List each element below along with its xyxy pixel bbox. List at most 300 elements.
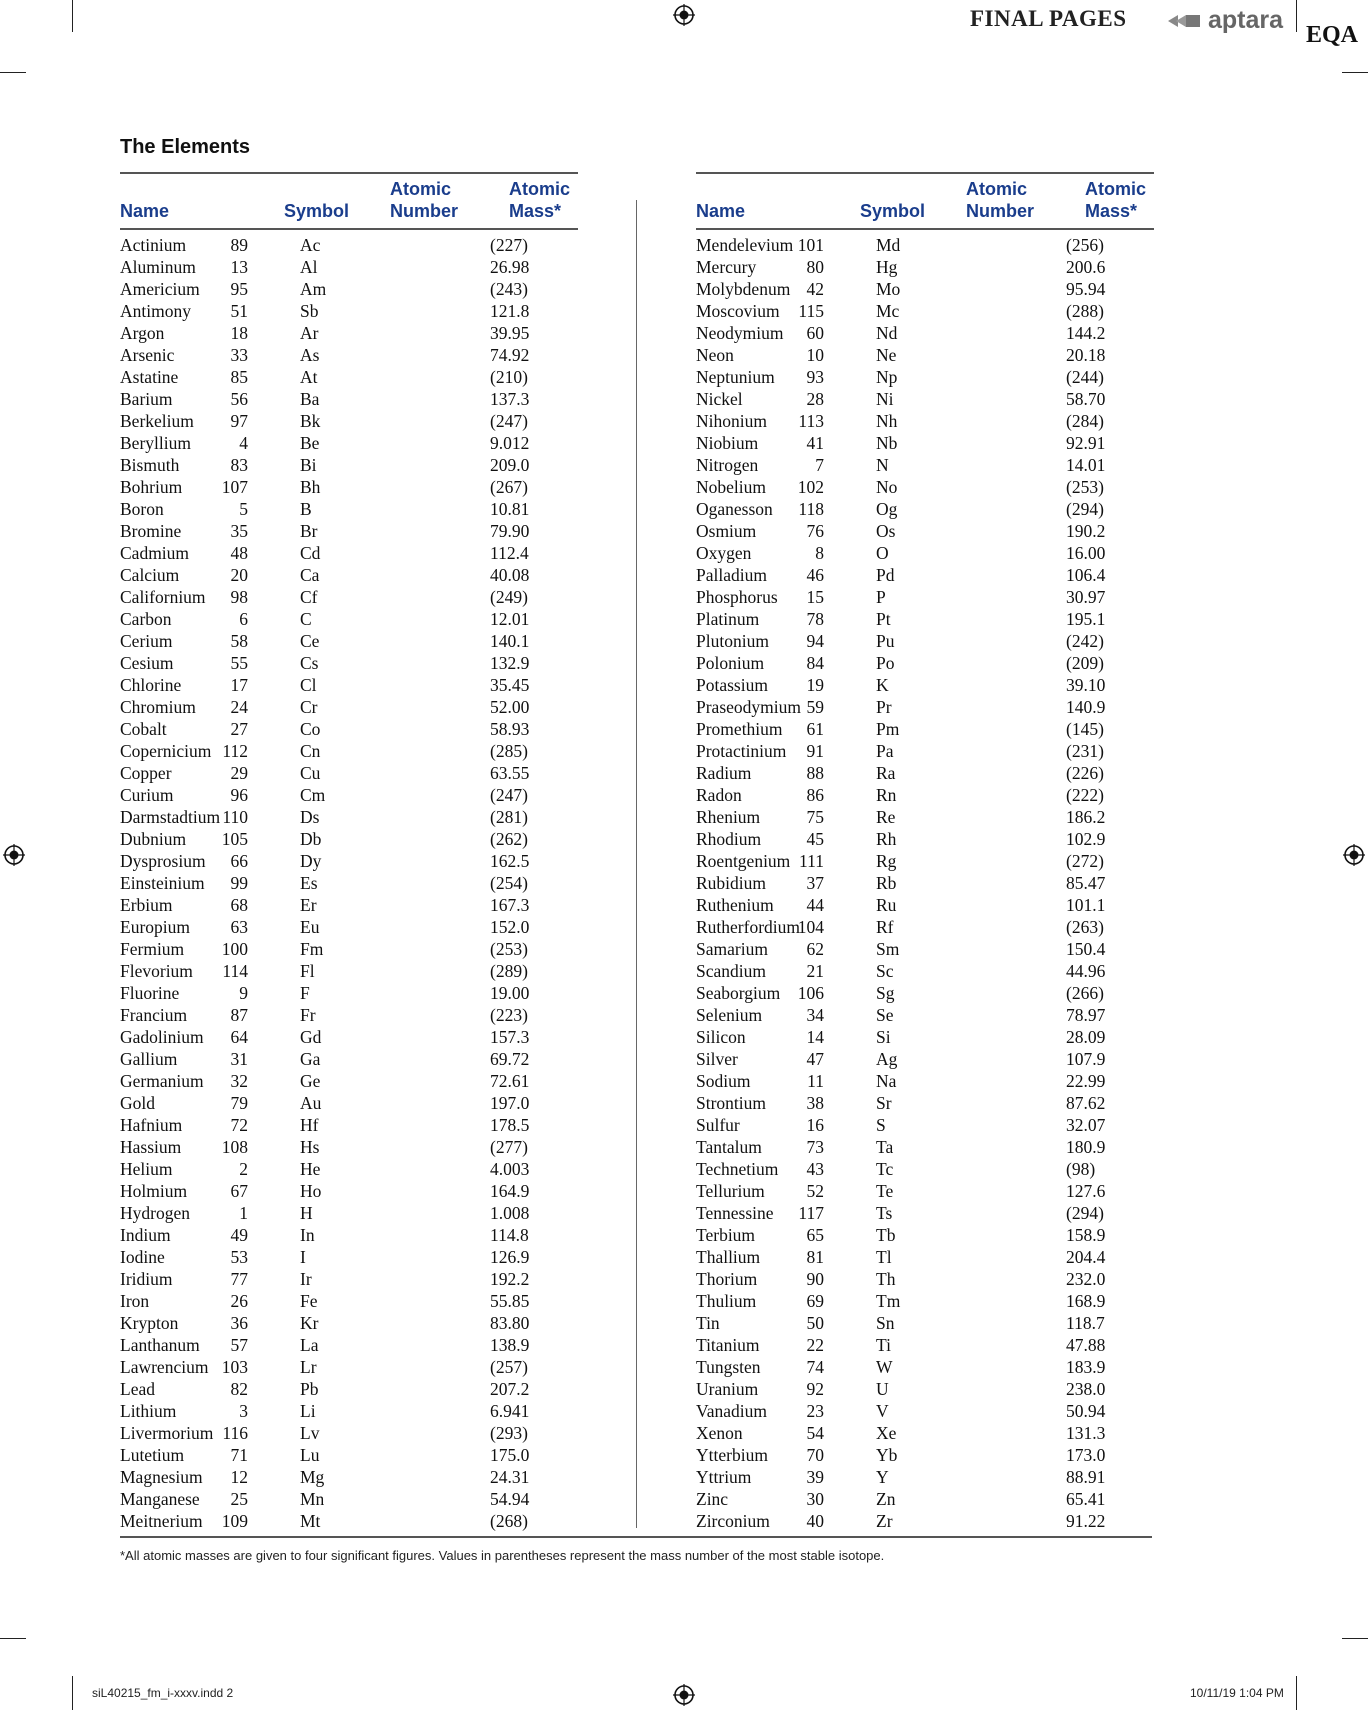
element-name: Tennessine xyxy=(696,1203,774,1223)
element-name: Lanthanum xyxy=(120,1335,200,1355)
element-symbol: Ar xyxy=(300,323,319,343)
element-symbol: Ru xyxy=(876,895,897,915)
element-name: Gold xyxy=(120,1093,155,1113)
element-symbol: Cm xyxy=(300,785,326,805)
atomic-number: 91 xyxy=(806,741,824,761)
element-name: Niobium xyxy=(696,433,759,453)
element-name: Beryllium xyxy=(120,433,191,453)
atomic-number: 37 xyxy=(806,873,824,893)
atomic-mass: 178.5 xyxy=(490,1115,530,1135)
element-symbol: Y xyxy=(876,1467,889,1487)
table-row xyxy=(120,1444,578,1466)
atomic-mass: (253) xyxy=(1066,477,1104,497)
table-row xyxy=(696,740,1154,762)
table-row xyxy=(696,454,1154,476)
element-name: Lutetium xyxy=(120,1445,185,1465)
element-symbol: Ra xyxy=(876,763,896,783)
element-symbol: Mn xyxy=(300,1489,325,1509)
table-row xyxy=(696,872,1154,894)
table-row xyxy=(696,696,1154,718)
atomic-mass: 107.9 xyxy=(1066,1049,1106,1069)
table-row xyxy=(696,652,1154,674)
atomic-number: 48 xyxy=(230,543,248,563)
table-row xyxy=(120,916,578,938)
atomic-number: 67 xyxy=(230,1181,248,1201)
atomic-number: 101 xyxy=(797,235,824,255)
atomic-mass: 50.94 xyxy=(1066,1401,1106,1421)
col-atomic-mass-header: Atomic Mass* xyxy=(1085,179,1147,221)
atomic-mass: 63.55 xyxy=(490,763,530,783)
atomic-number: 2 xyxy=(239,1159,248,1179)
element-symbol: Bh xyxy=(300,477,321,497)
element-symbol: Mt xyxy=(300,1511,321,1531)
table-row xyxy=(696,476,1154,498)
element-name: Cobalt xyxy=(120,719,167,739)
element-name: Tungsten xyxy=(696,1357,761,1377)
atomic-number: 102 xyxy=(797,477,824,497)
element-name: Radium xyxy=(696,763,752,783)
table-row xyxy=(696,1092,1154,1114)
table-row xyxy=(120,1246,578,1268)
crop-mark xyxy=(0,72,26,73)
atomic-number: 100 xyxy=(221,939,248,959)
table-body xyxy=(696,230,1154,1532)
atomic-number: 42 xyxy=(806,279,824,299)
atomic-mass: 190.2 xyxy=(1066,521,1106,541)
atomic-mass: 197.0 xyxy=(490,1093,530,1113)
atomic-number: 16 xyxy=(806,1115,824,1135)
atomic-number: 61 xyxy=(806,719,824,739)
table-body xyxy=(120,230,578,1532)
col-symbol-header: Symbol xyxy=(860,201,926,221)
atomic-mass: 131.3 xyxy=(1066,1423,1106,1443)
table-row xyxy=(120,762,578,784)
element-symbol: Ge xyxy=(300,1071,321,1091)
atomic-mass: 121.8 xyxy=(490,301,530,321)
atomic-number: 65 xyxy=(806,1225,824,1245)
col-name-header: Name xyxy=(120,201,170,221)
element-name: Rhodium xyxy=(696,829,762,849)
element-name: Palladium xyxy=(696,565,767,585)
atomic-mass: (277) xyxy=(490,1137,528,1157)
element-symbol: Tm xyxy=(876,1291,901,1311)
atomic-mass: 150.4 xyxy=(1066,939,1106,959)
atomic-number: 88 xyxy=(806,763,824,783)
element-name: Nihonium xyxy=(696,411,767,431)
table-row xyxy=(120,806,578,828)
element-symbol: Rh xyxy=(876,829,897,849)
atomic-number: 20 xyxy=(230,565,248,585)
element-name: Samarium xyxy=(696,939,768,959)
element-name: Neon xyxy=(696,345,734,365)
atomic-number: 29 xyxy=(230,763,248,783)
element-name: Oxygen xyxy=(696,543,752,563)
element-name: Gadolinium xyxy=(120,1027,204,1047)
table-row xyxy=(120,564,578,586)
element-name: Lawrencium xyxy=(120,1357,209,1377)
table-row xyxy=(696,1202,1154,1224)
atomic-mass: 204.4 xyxy=(1066,1247,1106,1267)
element-symbol: Po xyxy=(876,653,895,673)
element-symbol: Cu xyxy=(300,763,321,783)
atomic-mass: (253) xyxy=(490,939,528,959)
final-pages-label: FINAL PAGES xyxy=(970,6,1127,31)
table-row xyxy=(696,1158,1154,1180)
atomic-mass: 10.81 xyxy=(490,499,530,519)
table-row xyxy=(696,1290,1154,1312)
atomic-number: 94 xyxy=(806,631,824,651)
element-name: Iodine xyxy=(120,1247,165,1267)
atomic-mass: (222) xyxy=(1066,785,1104,805)
element-name: Mercury xyxy=(696,257,757,277)
aptara-brand xyxy=(1168,6,1283,35)
atomic-mass: (293) xyxy=(490,1423,528,1443)
atomic-mass: 44.96 xyxy=(1066,961,1106,981)
atomic-mass: 168.9 xyxy=(1066,1291,1106,1311)
atomic-mass: 114.8 xyxy=(490,1225,529,1245)
atomic-mass: 137.3 xyxy=(490,389,530,409)
eqa-code: EQA xyxy=(1306,22,1359,48)
atomic-number: 36 xyxy=(230,1313,248,1333)
atomic-mass: 238.0 xyxy=(1066,1379,1106,1399)
atomic-mass: 112.4 xyxy=(490,543,529,563)
table-row xyxy=(120,784,578,806)
atomic-mass: 22.99 xyxy=(1066,1071,1106,1091)
atomic-number: 28 xyxy=(806,389,824,409)
element-name: Tantalum xyxy=(696,1137,762,1157)
table-row xyxy=(120,1136,578,1158)
element-symbol: Rf xyxy=(876,917,894,937)
atomic-mass: 195.1 xyxy=(1066,609,1106,629)
date-slug: 10/11/19 1:04 PM xyxy=(1190,1686,1284,1700)
element-name: Molybdenum xyxy=(696,279,791,299)
atomic-number: 77 xyxy=(230,1269,248,1289)
atomic-number: 23 xyxy=(806,1401,824,1421)
table-row xyxy=(120,300,578,322)
registration-mark-icon xyxy=(1343,844,1365,866)
atomic-number: 6 xyxy=(239,609,248,629)
element-name: Lead xyxy=(120,1379,155,1399)
element-symbol: Fl xyxy=(300,961,315,981)
element-symbol: Gd xyxy=(300,1027,322,1047)
element-name: Ruthenium xyxy=(696,895,774,915)
atomic-number: 51 xyxy=(230,301,248,321)
atomic-mass: 173.0 xyxy=(1066,1445,1106,1465)
table-row xyxy=(696,234,1154,256)
table-row xyxy=(696,542,1154,564)
element-name: Sulfur xyxy=(696,1115,740,1135)
atomic-number: 86 xyxy=(806,785,824,805)
crop-mark xyxy=(72,1676,73,1710)
element-name: Aluminum xyxy=(120,257,196,277)
atomic-mass: 58.93 xyxy=(490,719,530,739)
atomic-number: 68 xyxy=(230,895,248,915)
element-symbol: Sg xyxy=(876,983,895,1003)
table-row xyxy=(120,1488,578,1510)
atomic-mass: (231) xyxy=(1066,741,1104,761)
atomic-mass: 140.1 xyxy=(490,631,530,651)
table-row xyxy=(120,1224,578,1246)
element-name: Californium xyxy=(120,587,206,607)
column-divider xyxy=(636,200,637,1528)
atomic-number: 106 xyxy=(797,983,824,1003)
atomic-mass: (268) xyxy=(490,1511,528,1531)
element-symbol: Pr xyxy=(876,697,892,717)
element-symbol: Ds xyxy=(300,807,320,827)
table-row xyxy=(120,696,578,718)
element-symbol: Ag xyxy=(876,1049,898,1069)
table-row xyxy=(696,520,1154,542)
element-name: Gallium xyxy=(120,1049,178,1069)
element-symbol: Pa xyxy=(876,741,894,761)
table-row xyxy=(120,1312,578,1334)
element-name: Rhenium xyxy=(696,807,761,827)
atomic-mass: (223) xyxy=(490,1005,528,1025)
element-name: Zirconium xyxy=(696,1511,770,1531)
atomic-mass: (272) xyxy=(1066,851,1104,871)
element-symbol: Pt xyxy=(876,609,891,629)
atomic-mass: (254) xyxy=(490,873,528,893)
element-name: Hydrogen xyxy=(120,1203,190,1223)
atomic-mass: 138.9 xyxy=(490,1335,530,1355)
atomic-number: 79 xyxy=(230,1093,248,1113)
aptara-logo-icon xyxy=(1168,11,1202,31)
atomic-mass: 157.3 xyxy=(490,1027,530,1047)
atomic-number: 115 xyxy=(798,301,824,321)
atomic-number: 49 xyxy=(230,1225,248,1245)
atomic-mass: 40.08 xyxy=(490,565,530,585)
table-row xyxy=(120,652,578,674)
element-name: Germanium xyxy=(120,1071,204,1091)
table-row xyxy=(120,1378,578,1400)
atomic-mass: 47.88 xyxy=(1066,1335,1106,1355)
atomic-number: 45 xyxy=(806,829,824,849)
table-header xyxy=(696,172,1154,230)
table-row xyxy=(120,894,578,916)
atomic-number: 31 xyxy=(230,1049,248,1069)
atomic-mass: 88.91 xyxy=(1066,1467,1106,1487)
element-name: Barium xyxy=(120,389,173,409)
atomic-number: 53 xyxy=(230,1247,248,1267)
table-row xyxy=(696,300,1154,322)
atomic-mass: (285) xyxy=(490,741,528,761)
table-row xyxy=(120,1422,578,1444)
atomic-mass: (247) xyxy=(490,785,528,805)
element-name: Lithium xyxy=(120,1401,177,1421)
element-name: Chlorine xyxy=(120,675,182,695)
element-symbol: Ce xyxy=(300,631,320,651)
element-symbol: Co xyxy=(300,719,321,739)
atomic-number: 40 xyxy=(806,1511,824,1531)
element-name: Antimony xyxy=(120,301,191,321)
table-row xyxy=(696,938,1154,960)
atomic-number: 97 xyxy=(230,411,248,431)
element-name: Uranium xyxy=(696,1379,759,1399)
element-name: Potassium xyxy=(696,675,768,695)
atomic-mass: (266) xyxy=(1066,983,1104,1003)
registration-mark-icon xyxy=(673,1684,695,1706)
element-symbol: Sc xyxy=(876,961,894,981)
element-symbol: La xyxy=(300,1335,319,1355)
atomic-number: 50 xyxy=(806,1313,824,1333)
table-row xyxy=(120,1334,578,1356)
element-name: Silicon xyxy=(696,1027,746,1047)
atomic-number: 76 xyxy=(806,521,824,541)
element-symbol: Bk xyxy=(300,411,321,431)
table-row xyxy=(120,1048,578,1070)
element-symbol: Tb xyxy=(876,1225,896,1245)
atomic-number: 66 xyxy=(230,851,248,871)
atomic-number: 109 xyxy=(221,1511,248,1531)
atomic-mass: 26.98 xyxy=(490,257,530,277)
atomic-number: 93 xyxy=(806,367,824,387)
element-name: Cesium xyxy=(120,653,174,673)
atomic-mass: 232.0 xyxy=(1066,1269,1106,1289)
element-name: Fermium xyxy=(120,939,185,959)
table-row xyxy=(120,1400,578,1422)
atomic-number: 18 xyxy=(230,323,248,343)
atomic-number: 43 xyxy=(806,1159,824,1179)
table-row xyxy=(120,586,578,608)
element-name: Selenium xyxy=(696,1005,763,1025)
atomic-number: 83 xyxy=(230,455,248,475)
table-row xyxy=(696,608,1154,630)
element-symbol: At xyxy=(300,367,318,387)
element-name: Calcium xyxy=(120,565,180,585)
table-row xyxy=(696,762,1154,784)
atomic-mass: (294) xyxy=(1066,499,1104,519)
element-name: Fluorine xyxy=(120,983,180,1003)
table-row xyxy=(696,1268,1154,1290)
element-name: Rutherfordium xyxy=(696,917,801,937)
element-name: Astatine xyxy=(120,367,179,387)
atomic-number: 110 xyxy=(222,807,248,827)
col-name-header: Name xyxy=(696,201,746,221)
element-symbol: U xyxy=(876,1379,889,1399)
element-name: Thorium xyxy=(696,1269,758,1289)
atomic-mass: 118.7 xyxy=(1066,1313,1105,1333)
element-symbol: Nh xyxy=(876,411,898,431)
element-name: Ytterbium xyxy=(696,1445,768,1465)
crop-mark xyxy=(1342,72,1368,73)
atomic-number: 56 xyxy=(230,389,248,409)
element-symbol: Cf xyxy=(300,587,318,607)
atomic-number: 59 xyxy=(806,697,824,717)
element-name: Arsenic xyxy=(120,345,175,365)
element-name: Meitnerium xyxy=(120,1511,203,1531)
element-symbol: Fm xyxy=(300,939,324,959)
element-name: Zinc xyxy=(696,1489,729,1509)
element-symbol: No xyxy=(876,477,898,497)
atomic-number: 113 xyxy=(798,411,824,431)
element-symbol: Sm xyxy=(876,939,900,959)
atomic-mass: 30.97 xyxy=(1066,587,1106,607)
table-row xyxy=(120,1268,578,1290)
file-slug: siL40215_fm_i-xxxv.indd 2 xyxy=(92,1686,234,1700)
registration-mark-icon xyxy=(673,4,695,26)
table-row xyxy=(696,1180,1154,1202)
atomic-mass: 72.61 xyxy=(490,1071,530,1091)
element-symbol: As xyxy=(300,345,320,365)
atomic-mass: 9.012 xyxy=(490,433,530,453)
atomic-number: 70 xyxy=(806,1445,824,1465)
atomic-mass: 158.9 xyxy=(1066,1225,1106,1245)
atomic-number: 5 xyxy=(239,499,248,519)
element-symbol: Db xyxy=(300,829,322,849)
element-name: Boron xyxy=(120,499,164,519)
atomic-mass: 207.2 xyxy=(490,1379,530,1399)
atomic-number: 10 xyxy=(806,345,824,365)
table-row xyxy=(696,1356,1154,1378)
atomic-mass: 32.07 xyxy=(1066,1115,1106,1135)
table-row xyxy=(696,278,1154,300)
table-row xyxy=(120,1158,578,1180)
element-symbol: Er xyxy=(300,895,317,915)
table-row xyxy=(120,498,578,520)
atomic-mass: (257) xyxy=(490,1357,528,1377)
table-row xyxy=(696,1136,1154,1158)
table-row xyxy=(120,1070,578,1092)
atomic-number: 14 xyxy=(806,1027,824,1047)
col-atomic-number-header: Atomic Number xyxy=(966,179,1035,221)
atomic-mass: 55.85 xyxy=(490,1291,530,1311)
atomic-mass: 209.0 xyxy=(490,455,530,475)
element-name: Bromine xyxy=(120,521,182,541)
atomic-mass: 87.62 xyxy=(1066,1093,1106,1113)
element-name: Thallium xyxy=(696,1247,761,1267)
table-row xyxy=(696,1466,1154,1488)
atomic-number: 55 xyxy=(230,653,248,673)
atomic-mass: (267) xyxy=(490,477,528,497)
table-row xyxy=(696,1378,1154,1400)
atomic-number: 63 xyxy=(230,917,248,937)
table-row xyxy=(120,1290,578,1312)
table-row xyxy=(120,542,578,564)
element-name: Bohrium xyxy=(120,477,183,497)
element-name: Mendelevium xyxy=(696,235,794,255)
atomic-number: 44 xyxy=(806,895,824,915)
element-symbol: Cd xyxy=(300,543,321,563)
atomic-number: 33 xyxy=(230,345,248,365)
atomic-number: 73 xyxy=(806,1137,824,1157)
atomic-mass: (227) xyxy=(490,235,528,255)
element-symbol: Nb xyxy=(876,433,898,453)
element-symbol: K xyxy=(876,675,889,695)
atomic-number: 27 xyxy=(230,719,248,739)
element-symbol: Al xyxy=(300,257,318,277)
atomic-mass: 52.00 xyxy=(490,697,530,717)
atomic-mass: (242) xyxy=(1066,631,1104,651)
table-row xyxy=(696,630,1154,652)
element-name: Roentgenium xyxy=(696,851,791,871)
table-row xyxy=(696,960,1154,982)
atomic-number: 92 xyxy=(806,1379,824,1399)
element-name: Scandium xyxy=(696,961,766,981)
table-row xyxy=(696,322,1154,344)
element-name: Sodium xyxy=(696,1071,751,1091)
atomic-mass: 69.72 xyxy=(490,1049,530,1069)
table-row xyxy=(120,1092,578,1114)
element-symbol: Am xyxy=(300,279,327,299)
element-symbol: Na xyxy=(876,1071,897,1091)
element-symbol: Tl xyxy=(876,1247,892,1267)
atomic-number: 72 xyxy=(230,1115,248,1135)
element-symbol: Pm xyxy=(876,719,900,739)
atomic-number: 57 xyxy=(230,1335,248,1355)
element-name: Vanadium xyxy=(696,1401,767,1421)
atomic-mass: 4.003 xyxy=(490,1159,530,1179)
atomic-number: 62 xyxy=(806,939,824,959)
